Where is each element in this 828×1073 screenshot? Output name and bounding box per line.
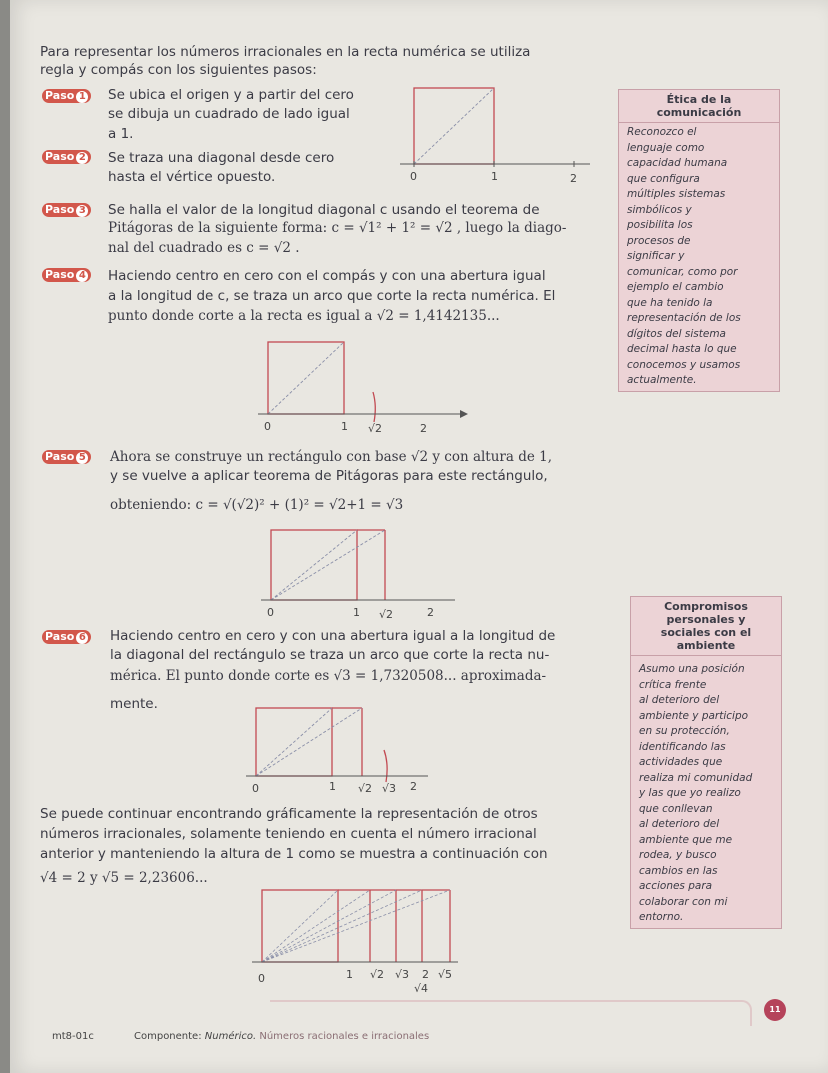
step-4-text: punto donde corte a la recta es igual a √2 = 1,4142135... xyxy=(108,308,500,324)
step-6-text: Haciendo centro en cero y con una abertura igual a la longitud de xyxy=(110,628,556,644)
tick-label: √2 xyxy=(368,422,383,435)
sidebar-commitments-line: ambiente que me xyxy=(639,833,733,846)
step-4-text: a la longitud de c, se traza un arco que corte la recta numérica. El xyxy=(108,288,556,304)
tick-label: 2 xyxy=(420,422,427,435)
continuation-text: números irracionales, solamente teniendo en cuenta el número irracional xyxy=(40,826,537,842)
tick-label: 1 xyxy=(353,606,360,619)
tick-label: 1 xyxy=(341,420,348,433)
sidebar-commitments-line: acciones para xyxy=(639,880,713,892)
tick-label: √2 xyxy=(370,968,385,981)
sidebar-commitments-line: crítica frente xyxy=(639,678,707,691)
figure-unit-square xyxy=(390,84,600,189)
tick-label: 1 xyxy=(346,968,353,981)
sidebar-commitments-line: Asumo una posición xyxy=(639,663,745,675)
sidebar-commitments-line: en su protección, xyxy=(639,725,730,737)
step-1-text: a 1. xyxy=(108,126,134,142)
sidebar-ethics-line: significar y xyxy=(627,250,685,262)
sidebar-ethics-box xyxy=(618,89,780,392)
step-5-badge: Paso 5 xyxy=(42,450,91,464)
step-1-text: se dibuja un cuadrado de lado igual xyxy=(108,106,350,122)
sidebar-commitments-title-line: personales y xyxy=(666,613,746,626)
tick-label: √3 xyxy=(382,782,397,795)
sidebar-commitments-line: rodea, y busco xyxy=(639,849,717,861)
sidebar-ethics-body xyxy=(619,123,779,391)
step-5-text: obteniendo: c = √(√2)² + (1)² = √2+1 = √3 xyxy=(110,497,404,513)
sidebar-ethics-line: capacidad humana xyxy=(627,157,728,169)
sidebar-ethics-line: decimal hasta lo que xyxy=(627,343,737,355)
footer-code: mt8-01c xyxy=(52,1031,94,1042)
sidebar-ethics-line: dígitos del sistema xyxy=(627,327,726,340)
step-6-badge: Paso 6 xyxy=(42,630,91,644)
sidebar-ethics-line: procesos de xyxy=(627,234,691,247)
sidebar-ethics-line: comunicar, como por xyxy=(627,265,738,278)
tick-label: 0 xyxy=(258,972,265,985)
step-1-badge: Paso 1 xyxy=(42,89,91,103)
sidebar-ethics-line: simbólicos y xyxy=(627,203,692,216)
footer-ornament xyxy=(270,1000,752,1026)
tick-label: √3 xyxy=(395,968,410,981)
tick-label: 0 xyxy=(264,420,271,433)
sidebar-commitments-line: realiza mi comunidad xyxy=(639,771,753,784)
sidebar-ethics-title: Ética de la comunicación xyxy=(619,90,779,123)
tick-label: 0 xyxy=(410,170,417,183)
continuation-text: Se puede continuar encontrando gráficamente la representación de otros xyxy=(40,806,538,822)
step-5-text: y se vuelve a aplicar teorema de Pitágoras para este rectángulo, xyxy=(110,468,548,484)
sidebar-ethics-line: conocemos y usamos xyxy=(627,358,741,371)
sidebar-commitments-line: ambiente y participo xyxy=(639,709,749,722)
step-4-text: Haciendo centro en cero con el compás y con una abertura igual xyxy=(108,268,546,284)
sidebar-commitments-line: colaborar con mi xyxy=(639,895,728,908)
step-2-badge: Paso 2 xyxy=(42,150,91,164)
step-6-text: mérica. El punto donde corte es √3 = 1,7320508... aproximada- xyxy=(110,668,547,684)
step-3-badge: Paso 3 xyxy=(42,203,91,217)
sidebar-commitments-title-line: sociales con el xyxy=(660,626,752,639)
tick-label: √2 xyxy=(379,608,394,621)
sidebar-commitments-line: entorno. xyxy=(639,911,684,923)
step-2-text: Se traza una diagonal desde cero xyxy=(108,150,335,166)
tick-label: 2 xyxy=(422,968,429,981)
step-5-text: Ahora se construye un rectángulo con base √2 y con altura de 1, xyxy=(110,449,553,465)
continuation-text: √4 = 2 y √5 = 2,23606... xyxy=(40,870,208,886)
figure-sqrt2-arc xyxy=(250,336,470,436)
step-6-text: la diagonal del rectángulo se traza un arco que corte la recta nu- xyxy=(110,647,550,663)
sidebar-ethics-line: lenguaje como xyxy=(627,141,705,154)
tick-label: 1 xyxy=(329,780,336,793)
continuation-text: anterior y manteniendo la altura de 1 como se muestra a continuación con xyxy=(40,846,548,862)
sidebar-commitments-line: actividades que xyxy=(639,756,723,768)
sidebar-commitments-line: al deterioro del xyxy=(639,694,720,706)
sidebar-commitments-body xyxy=(631,656,781,928)
sidebar-commitments-line: identificando las xyxy=(639,740,726,753)
sidebar-commitments-title-line: ambiente xyxy=(676,639,736,652)
sidebar-commitments-line: y las que yo realizo xyxy=(639,787,741,799)
figure-sqrt4-sqrt5 xyxy=(246,882,466,1000)
tick-label: √2 xyxy=(358,782,373,795)
page-number-badge: 11 xyxy=(764,999,786,1021)
textbook-page xyxy=(10,0,828,1073)
sidebar-commitments-line: que conllevan xyxy=(639,802,713,815)
sidebar-ethics-line: posibilita los xyxy=(627,219,693,231)
sidebar-ethics-line: que configura xyxy=(627,172,700,185)
step-3-text: Pitágoras de la siguiente forma: c = √1² + 1² = √2 , luego la diago- xyxy=(108,220,567,236)
tick-label: 2 xyxy=(410,780,417,793)
tick-label: √5 xyxy=(438,968,453,981)
intro-line-1: Para representar los números irracionales en la recta numérica se utiliza xyxy=(40,44,531,60)
sidebar-ethics-line: ejemplo el cambio xyxy=(627,281,724,293)
sidebar-commitments-title-line: Compromisos xyxy=(664,600,748,613)
sidebar-ethics-line: Reconozco el xyxy=(627,126,697,138)
step-2-text: hasta el vértice opuesto. xyxy=(108,169,276,185)
sidebar-ethics-line: actualmente. xyxy=(627,374,697,386)
step-3-text: nal del cuadrado es c = √2 . xyxy=(108,240,300,256)
sidebar-ethics-line: representación de los xyxy=(627,312,741,324)
step-6-text: mente. xyxy=(110,696,158,712)
tick-label: 2 xyxy=(427,606,434,619)
step-1-text: Se ubica el origen y a partir del cero xyxy=(108,87,354,103)
sidebar-commitments-line: al deterioro del xyxy=(639,818,720,830)
tick-label: 0 xyxy=(252,782,259,795)
sidebar-ethics-line: que ha tenido la xyxy=(627,296,713,309)
tick-label: √4 xyxy=(414,982,429,995)
sidebar-commitments-title xyxy=(631,597,781,656)
figure-rectangle-sqrt2 xyxy=(255,522,465,622)
step-3-text: Se halla el valor de la longitud diagonal c usando el teorema de xyxy=(108,202,540,218)
tick-label: 0 xyxy=(267,606,274,619)
figure-sqrt3-arc xyxy=(238,700,468,800)
tick-label: 1 xyxy=(491,170,498,183)
footer-component: Componente: Numérico. Números racionales e irracionales xyxy=(134,1031,430,1042)
sidebar-commitments-line: cambios en las xyxy=(639,864,718,877)
intro-line-2: regla y compás con los siguientes pasos: xyxy=(40,62,317,78)
tick-label: 2 xyxy=(570,172,577,185)
step-4-badge: Paso 4 xyxy=(42,268,91,282)
sidebar-commitments-box xyxy=(630,596,782,929)
sidebar-ethics-line: múltiples sistemas xyxy=(627,188,726,200)
